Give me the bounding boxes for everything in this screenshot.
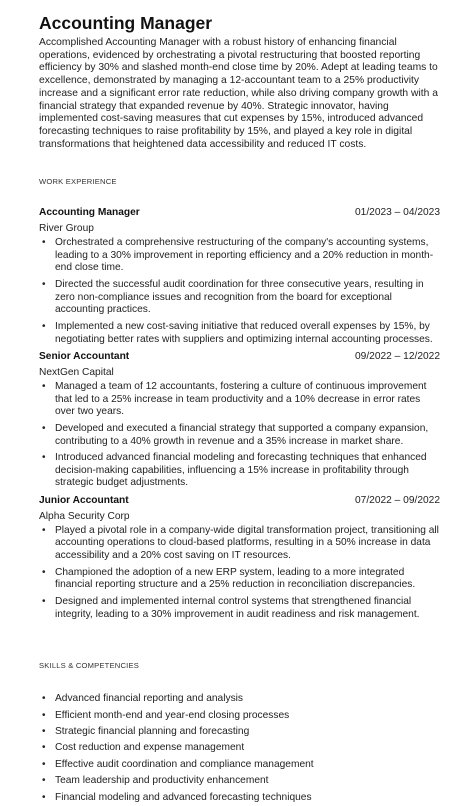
- job-dates: 01/2023 – 04/2023: [355, 207, 440, 219]
- job-bullets: [39, 381, 440, 490]
- job-entry: [39, 351, 440, 490]
- job-entry: [39, 207, 440, 346]
- job-bullet: • Designed and implemented internal control systems that strengthened financial integrity, leading to a 30% improvement in audit readiness and risk management.: [39, 596, 440, 621]
- skill-item: • Strategic financial planning and forecasting: [39, 724, 440, 740]
- skill-item: • Cost reduction and expense management: [39, 740, 440, 756]
- work-experience-heading: WORK EXPERIENCE: [39, 177, 117, 187]
- job-title: Accounting Manager: [39, 207, 140, 219]
- work-experience-list: [39, 207, 440, 621]
- summary-paragraph: Accomplished Accounting Manager with a robust history of enhancing financial operations, evidenced by orchestrating a pivotal restructuring that boosted reporting efficiency by 30% and slashed month-end close time by 20%. Adept at leading teams to excellence, demonstrated by managing a 12-accountant team to a 25% productivity increase and a significant error rate reduction, while also driving company growth with a financial strategy that expanded revenue by 40%. Strategic innovator, having implemented cost-saving measures that cut expenses by 15%, introduced advanced forecasting techniques to raise profitability by 15%, and played a key role in digital transformations that heightened data accessibility and reduced IT costs.: [39, 37, 438, 150]
- job-bullet: • Directed the successful audit coordination for three consecutive years, resulting in zero non-compliance issues and recognition from the board for exceptional accounting practices.: [39, 279, 440, 317]
- resume-name: Accounting Manager: [39, 13, 213, 33]
- job-company: NextGen Capital: [39, 367, 114, 379]
- job-title: Junior Accountant: [39, 494, 129, 506]
- job-bullet: • Managed a team of 12 accountants, fostering a culture of continuous improvement that led to a 25% increase in team productivity and a 10% decrease in error rates over two years.: [39, 381, 440, 419]
- job-company: River Group: [39, 223, 94, 235]
- skill-item: • Advanced financial reporting and analysis: [39, 691, 440, 707]
- job-dates: 09/2022 – 12/2022: [355, 351, 440, 363]
- job-bullet: • Championed the adoption of a new ERP system, leading to a more integrated financial reporting structure and a 25% reduction in reconciliation discrepancies.: [39, 567, 440, 592]
- job-bullets: [39, 237, 440, 346]
- job-bullet: • Implemented a new cost-saving initiative that reduced overall expenses by 15%, by negotiating better rates with suppliers and optimizing internal accounting processes.: [39, 321, 440, 346]
- job-bullet: • Played a pivotal role in a company-wide digital transformation project, transitioning all accounting operations to cloud-based platforms, resulting in a 50% increase in data accessibility and a 20% cost saving on IT resources.: [39, 525, 440, 563]
- job-title: Senior Accountant: [39, 351, 130, 363]
- job-bullets: [39, 525, 440, 621]
- skill-item: • Effective audit coordination and compliance management: [39, 757, 440, 773]
- job-bullet: • Introduced advanced financial modeling and forecasting techniques that enhanced decision-making capabilities, influencing a 15% increase in profitability through strategic budget adjustments.: [39, 452, 440, 490]
- job-company: Alpha Security Corp: [39, 510, 130, 522]
- skills-list: [39, 691, 440, 806]
- job-entry: [39, 495, 440, 621]
- job-dates: 07/2022 – 09/2022: [355, 494, 440, 506]
- job-bullet: • Developed and executed a financial strategy that supported a company expansion, contributing to a 40% growth in revenue and a 35% increase in market share.: [39, 423, 440, 448]
- skill-item: • Team leadership and productivity enhancement: [39, 773, 440, 789]
- skill-item: • Efficient month-end and year-end closing processes: [39, 708, 440, 724]
- skill-item: • Financial modeling and advanced forecasting techniques: [39, 790, 440, 806]
- skills-heading: SKILLS & COMPETENCIES: [39, 661, 139, 671]
- job-bullet: • Orchestrated a comprehensive restructuring of the company's accounting systems, leading to a 30% improvement in reporting efficiency and a 20% reduction in month-end close time.: [39, 237, 440, 275]
